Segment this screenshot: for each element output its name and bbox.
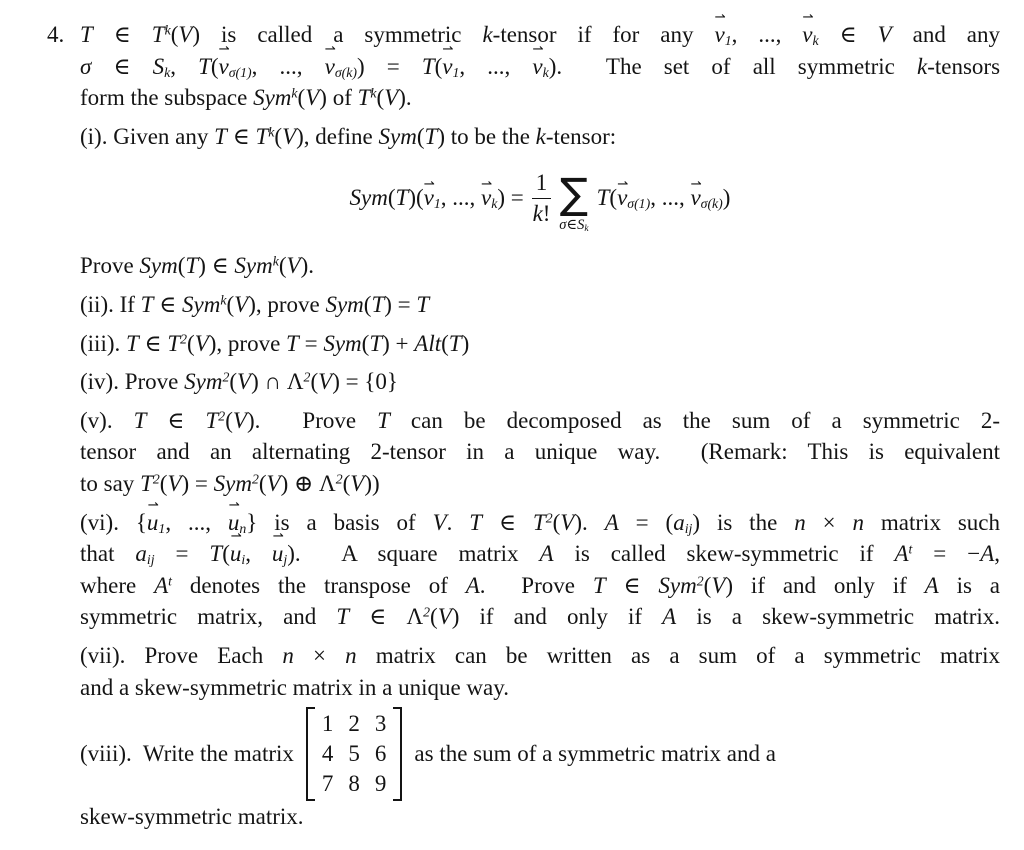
text-run: ) of [319, 85, 358, 111]
text-run: j [283, 552, 288, 568]
text-run: ) ∩ Λ [251, 369, 304, 395]
text-run: ( [703, 572, 712, 598]
text-run: ( [258, 470, 267, 496]
text-run: T [369, 330, 383, 356]
text-run: ∈ Λ [349, 604, 424, 630]
text-run: ), prove [208, 330, 287, 356]
text-run: V [384, 85, 399, 111]
text-run: ∈ [482, 509, 533, 535]
text-run: S [577, 217, 585, 234]
text-run: ( [222, 541, 230, 567]
text-run: , ..., [440, 185, 482, 211]
text-run: ) = {0} [332, 369, 398, 395]
text-run: ) = [497, 185, 524, 211]
text-run: V [266, 470, 281, 496]
text-run: ( [187, 330, 195, 356]
text-run: ( [297, 85, 306, 111]
text-run: Sym [234, 253, 273, 279]
matrix-cell: 9 [374, 771, 387, 797]
text-run: σ(k) [700, 196, 723, 212]
text-run: ( [342, 470, 351, 496]
text-run: A [924, 572, 939, 598]
text-run: V [318, 369, 333, 395]
fraction-denominator [533, 199, 551, 226]
text-run: T [592, 572, 606, 598]
text-run: T [448, 330, 462, 356]
text-run: = [298, 330, 324, 356]
text-run: V [286, 253, 301, 279]
text-run: × [805, 509, 853, 535]
text-run: n [239, 520, 247, 536]
text-run: k [482, 22, 493, 47]
text-run: can be decomposed as the sum of a symmetric 2- [389, 407, 1000, 433]
text-run: T [469, 509, 483, 535]
text-run: u ⇀ [147, 507, 159, 539]
text-run: ( [229, 369, 238, 395]
summation [559, 169, 589, 235]
text-run: 1 [535, 169, 548, 195]
text-run: ij [146, 552, 155, 568]
text-run: A [539, 541, 554, 567]
text-run: ) ∈ [198, 253, 235, 279]
text-run: T [140, 470, 153, 496]
text-run: σ(1) [627, 196, 651, 212]
text-run: )) [364, 470, 380, 496]
part-vi [80, 507, 1000, 633]
text-run: = ( [618, 509, 674, 535]
text-run: a [673, 509, 685, 535]
text-run: ( [441, 330, 449, 356]
text-run: V [167, 470, 182, 496]
matrix [306, 707, 403, 801]
text-run: u ⇀ [228, 507, 240, 539]
text-run: ) if and only if [725, 572, 925, 598]
matrix-cell: 3 [374, 711, 387, 737]
text-run: ∈ [605, 572, 659, 598]
text-run: matrix can be written as a sum of a symmetric matrix [356, 642, 1000, 668]
part-viii-text-before [80, 741, 294, 767]
text-run: is a [938, 572, 1000, 598]
text-run: k [164, 22, 171, 38]
matrix-right-bracket [393, 707, 402, 801]
text-run: to say [80, 470, 141, 496]
text-run: σ [80, 53, 92, 79]
intro-line-2 [80, 51, 1000, 83]
text-run: ( [225, 407, 233, 433]
text-run: ( [416, 123, 425, 149]
text-run: T [167, 330, 181, 356]
text-run: 2 [180, 330, 188, 346]
text-run: Sym [349, 185, 388, 211]
text-run: where [80, 572, 155, 598]
text-run: 1 [433, 196, 441, 212]
part-v-line-2 [80, 436, 1000, 468]
text-run: ( [434, 53, 443, 79]
text-run: V [232, 407, 247, 433]
text-run: u ⇀ [272, 538, 284, 570]
text-run: v ⇀ [442, 51, 452, 83]
text-run: v ⇀ [714, 19, 724, 51]
text-run: -tensors [927, 53, 1001, 79]
text-run: T [185, 253, 199, 279]
text-run: as the sum of a symmetric matrix and a [414, 741, 776, 767]
text-run: ( [430, 604, 438, 630]
text-run: ( [310, 369, 319, 395]
text-run: k [491, 196, 498, 212]
text-run: V [350, 470, 365, 496]
text-run: ∈ [146, 407, 206, 433]
text-run: n [345, 642, 357, 668]
text-run: T [255, 123, 269, 149]
matrix-cell: 5 [348, 741, 360, 767]
text-run: ). Prove [246, 407, 378, 433]
text-run: = − [912, 541, 981, 567]
text-run: n [794, 509, 806, 535]
text-run: (vii). Prove Each [80, 642, 283, 668]
text-run: n [852, 509, 864, 535]
problem-statement [47, 19, 1001, 114]
text-run: k [164, 64, 171, 80]
text-run: . [446, 509, 470, 535]
matrix-cell: 4 [321, 741, 334, 767]
text-run: ( [363, 291, 372, 317]
text-run: v ⇀ [802, 19, 812, 51]
text-run: (ii). If [80, 291, 141, 317]
text-run: ) is the [692, 509, 795, 535]
text-run: k [542, 64, 549, 80]
text-run: ij [684, 520, 693, 536]
text-run: (vi). { [80, 509, 147, 535]
text-run: A [154, 572, 169, 598]
text-run: k [532, 200, 543, 226]
part-iv-line [80, 366, 1000, 398]
equation-rhs [597, 185, 731, 211]
text-run: matrix such [864, 509, 1001, 535]
part-ii [80, 289, 1000, 321]
text-run: ( [177, 253, 186, 279]
text-run: A [894, 541, 909, 567]
text-run: Alt [414, 330, 442, 356]
text-run: k [584, 224, 589, 235]
text-run: ) [722, 185, 731, 211]
text-run: T [395, 185, 409, 211]
text-run: Prove [80, 253, 140, 279]
text-run: k [268, 124, 275, 140]
text-run: V [711, 572, 726, 598]
text-run: ! [542, 200, 551, 226]
part-vii [80, 640, 1000, 703]
text-run: T [416, 291, 430, 317]
text-run: ) = [181, 470, 214, 496]
fraction [532, 171, 552, 226]
part-v-line-3 [80, 468, 1000, 500]
text-run: V [560, 509, 575, 535]
text-run: Sym [139, 253, 178, 279]
text-run: Sym [213, 470, 252, 496]
text-run: 1 [158, 520, 166, 536]
part-v [80, 405, 1000, 500]
text-run: V [305, 85, 320, 111]
part-vii-line-2 [80, 672, 1000, 704]
text-run: k [220, 292, 227, 308]
text-run: V [237, 369, 252, 395]
text-run: ). The set of all symmetric [548, 53, 917, 79]
part-vii-line-1 [80, 640, 1000, 672]
text-run: Sym [184, 369, 223, 395]
text-run: k [812, 33, 819, 49]
fraction-numerator [532, 171, 552, 199]
text-run: T [209, 541, 223, 567]
text-run: ( [210, 53, 219, 79]
matrix-cell: 1 [321, 711, 334, 737]
part-i-prove-line [80, 250, 1000, 282]
text-run: (i). Given any [80, 123, 215, 149]
text-run: 2 [335, 471, 343, 487]
text-run: σ(1) [228, 64, 252, 80]
text-run: V [234, 291, 249, 317]
text-run: 2 [696, 573, 704, 589]
text-run: 1 [724, 33, 732, 49]
text-run: T [532, 509, 546, 535]
text-run: ( [170, 22, 179, 47]
text-run: ( [552, 509, 561, 535]
text-run: T [126, 330, 139, 356]
problem-number: 4. [47, 22, 65, 47]
text-run: 2 [545, 509, 553, 525]
part-i [80, 121, 1000, 282]
text-run: A [662, 604, 677, 630]
text-run: V [178, 22, 193, 47]
text-run: 2 [423, 604, 431, 620]
text-run: (viii). Write the matrix [80, 741, 294, 767]
text-run: , ..., [731, 22, 803, 47]
text-run: T [421, 53, 435, 79]
text-run: V [437, 604, 452, 630]
text-run: } is a basis of [246, 509, 433, 535]
text-run: denotes the transpose of [171, 572, 466, 598]
text-run: -tensor if for any [492, 22, 715, 47]
text-run: symmetric matrix, and [80, 604, 337, 630]
text-run: ), define [296, 123, 379, 149]
text-run: tensor and an alternating 2-tensor in a unique way. (Remark: This is equivalent [80, 439, 1000, 465]
text-run: T [377, 407, 390, 433]
text-run: ) = [356, 53, 422, 79]
text-run: ). [398, 85, 412, 111]
sum-symbol: ∑ [559, 169, 589, 219]
text-run: ( [361, 330, 370, 356]
text-run: ) [461, 330, 470, 356]
text-run: σ(k) [334, 64, 357, 80]
text-run: Sym [182, 291, 221, 317]
text-run: ∈ [153, 291, 182, 317]
text-run: ( [274, 123, 283, 149]
matrix-cell: 2 [348, 711, 360, 737]
text-run: and any [891, 22, 1001, 47]
matrix-cell: 7 [321, 771, 334, 797]
part-vi-line-1 [80, 507, 1000, 539]
text-run: T [596, 185, 610, 211]
text-run: ( [609, 185, 618, 211]
text-run: T [336, 604, 350, 630]
text-run: T [140, 291, 154, 317]
intro-line-3 [80, 82, 1000, 114]
text-run: ) ⊕ Λ [280, 470, 336, 496]
text-run: ) = [384, 291, 417, 317]
text-run: , ..., [650, 185, 691, 211]
text-run: ). [574, 509, 605, 535]
text-run: v ⇀ [325, 51, 335, 83]
text-run: (iv). Prove [80, 369, 185, 395]
text-run: skew-symmetric matrix. [80, 804, 304, 830]
part-viii-last-line [80, 801, 1000, 833]
text-run: V [877, 22, 892, 47]
text-run: T [371, 291, 385, 317]
text-run: Sym [253, 85, 292, 111]
text-run: i [241, 552, 246, 568]
equation-lhs [350, 185, 524, 211]
part-vi-line-2 [80, 538, 1000, 570]
text-run: T [357, 85, 371, 111]
text-run: t [908, 541, 913, 557]
part-viii [80, 707, 1000, 833]
text-run: ∈ [566, 217, 578, 234]
text-run: ∈ [138, 330, 168, 356]
text-run: , ..., [165, 509, 228, 535]
text-run: A [980, 541, 995, 567]
text-run: 1 [452, 64, 460, 80]
text-run: 2 [303, 369, 311, 385]
text-run: T [286, 330, 299, 356]
text-run: A [604, 509, 619, 535]
text-run: ( [376, 85, 385, 111]
part-viii-matrix-line [80, 707, 1000, 801]
text-run: , [994, 541, 1000, 567]
text-run: ). A square matrix [287, 541, 540, 567]
text-run: k [291, 85, 298, 101]
text-run: Sym [658, 572, 697, 598]
text-run: ∈ [226, 123, 256, 149]
text-run: T [80, 22, 93, 47]
text-run: S [152, 53, 165, 79]
text-run: A [465, 572, 480, 598]
text-run: ) + [382, 330, 415, 356]
text-run: σ [559, 217, 567, 234]
text-run: k [370, 85, 377, 101]
text-run: T [198, 53, 211, 79]
text-run: ( [159, 470, 168, 496]
text-run: v ⇀ [690, 185, 700, 211]
part-viii-text-after [414, 741, 776, 767]
text-run: is called skew-symmetric if [553, 541, 895, 567]
text-run: . Prove [479, 572, 593, 598]
text-run: 2 [152, 471, 160, 487]
part-ii-line [80, 289, 1000, 321]
text-run: ( [226, 291, 235, 317]
text-run: V [432, 509, 447, 535]
matrix-cell: 6 [374, 741, 387, 767]
text-run: k [535, 123, 546, 149]
text-run: v ⇀ [481, 185, 491, 211]
text-run: , ..., [459, 53, 533, 79]
matrix-left-bracket [306, 707, 315, 801]
text-run: and a skew-symmetric matrix in a unique way. [80, 674, 509, 700]
text-run: ) is called a symmetric [192, 22, 483, 47]
text-run: Sym [325, 291, 364, 317]
display-equation [80, 168, 1000, 235]
text-run: 2 [222, 369, 230, 385]
text-run: ). [300, 253, 315, 279]
text-run: k [272, 253, 279, 269]
text-run: 2 [251, 471, 259, 487]
text-run: (v). [80, 407, 134, 433]
text-run: is a skew-symmetric matrix. [676, 604, 1000, 630]
part-v-line-1 [80, 405, 1000, 437]
text-run: k [916, 53, 928, 79]
text-run: -tensor: [545, 123, 617, 149]
part-iii [80, 328, 1000, 360]
text-run: v ⇀ [617, 185, 627, 211]
text-run: ) to be the [437, 123, 536, 149]
text-run: T [151, 22, 165, 47]
text-run: ∈ [91, 53, 153, 79]
text-run: a [135, 541, 147, 567]
part-iv [80, 366, 1000, 398]
text-run: , [170, 53, 199, 79]
text-run: T [214, 123, 227, 149]
text-run: × [293, 642, 346, 668]
part-vi-line-3 [80, 570, 1000, 602]
matrix-grid [315, 707, 394, 801]
text-run: = [154, 541, 210, 567]
part-vi-line-4 [80, 601, 1000, 633]
text-run: ∈ [818, 22, 878, 47]
text-run: T [424, 123, 438, 149]
text-run: , [245, 541, 272, 567]
text-run: ( [387, 185, 396, 211]
text-run: ), prove [248, 291, 326, 317]
text-run: v ⇀ [219, 51, 229, 83]
text-run: (iii). [80, 330, 126, 356]
text-run: ∈ [92, 22, 152, 47]
matrix-cell: 8 [348, 771, 360, 797]
part-i-line [80, 121, 1000, 153]
text-run: ( [278, 253, 287, 279]
text-run: Sym [323, 330, 362, 356]
text-run: 2 [218, 408, 226, 424]
text-run: )( [408, 185, 424, 211]
text-run: form the subspace [80, 85, 254, 111]
text-run: u ⇀ [230, 538, 242, 570]
text-run: n [282, 642, 294, 668]
text-run: , ..., [251, 53, 325, 79]
text-run: ) if and only if [451, 604, 663, 630]
text-run: v ⇀ [424, 185, 434, 211]
part-iii-line [80, 328, 1000, 360]
text-run: V [194, 330, 209, 356]
text-run: V [282, 123, 297, 149]
text-run: T [205, 407, 219, 433]
text-run: that [80, 541, 136, 567]
text-run: t [168, 573, 172, 589]
text-run: Sym [378, 123, 417, 149]
text-run: T [133, 407, 147, 433]
text-run: v ⇀ [532, 51, 542, 83]
sum-subscript [559, 217, 588, 233]
